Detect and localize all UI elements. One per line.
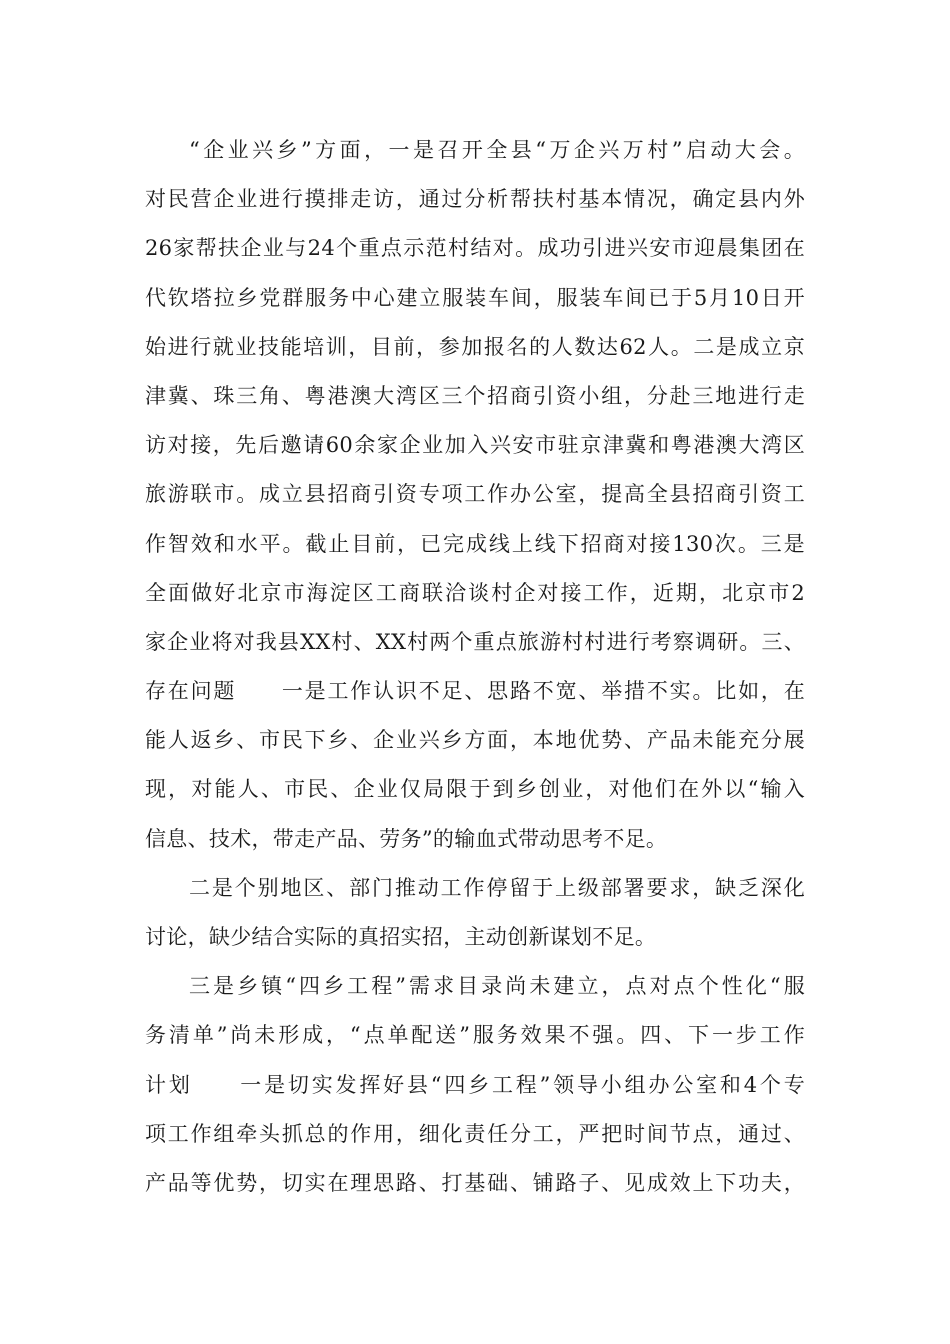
text-line: 三是乡镇“四乡工程”需求目录尚未建立，点对点个性化“服 (189, 974, 805, 999)
text-line: 产品等优势，切实在理思路、打基础、铺路子、见成效上下功夫， (145, 1170, 805, 1195)
text-line: 始进行就业技能培训，目前，参加报名的人数达62人。二是成立京 (145, 334, 805, 359)
text-line: 津冀、珠三角、粤港澳大湾区三个招商引资小组，分赴三地进行走 (145, 383, 805, 408)
text-line: 现，对能人、市民、企业仅局限于到乡创业，对他们在外以“输入 (145, 777, 805, 802)
text-line: 能人返乡、市民下乡、企业兴乡方面，本地优势、产品未能充分展 (145, 728, 805, 753)
text-line: 家企业将对我县XX村、XX村两个重点旅游村村进行考察调研。三、 (145, 629, 805, 654)
text-line: 存在问题 一是工作认识不足、思路不宽、举措不实。比如，在 (145, 679, 805, 704)
text-line: 26家帮扶企业与24个重点示范村结对。成功引进兴安市迎晨集团在 (145, 236, 805, 261)
text-line: 代钦塔拉乡党群服务中心建立服装车间，服装车间已于5月10日开 (145, 285, 805, 310)
text-line: 对民营企业进行摸排走访，通过分析帮扶村基本情况，确定县内外 (145, 187, 805, 212)
text-line: 旅游联市。成立县招商引资专项工作办公室，提高全县招商引资工 (145, 482, 805, 507)
text-line: 务清单”尚未形成，“点单配送”服务效果不强。四、下一步工作 (145, 1023, 805, 1048)
document-body (145, 126, 805, 1208)
text-line: 讨论，缺少结合实际的真招实招，主动创新谋划不足。 (145, 925, 657, 949)
text-line: 信息、技术，带走产品、劳务”的输血式带动思考不足。 (145, 826, 668, 851)
text-line: 全面做好北京市海淀区工商联洽谈村企对接工作，近期，北京市2 (145, 580, 805, 605)
text-line: 二是个别地区、部门推动工作停留于上级部署要求，缺乏深化 (189, 875, 805, 900)
text-line: 访对接，先后邀请60余家企业加入兴安市驻京津冀和粤港澳大湾区 (145, 433, 805, 458)
text-line: 项工作组牵头抓总的作用，细化责任分工，严把时间节点，通过、 (145, 1121, 805, 1146)
text-line: “企业兴乡”方面，一是召开全县“万企兴万村”启动大会。 (189, 138, 805, 162)
text-line: 计划 一是切实发挥好县“四乡工程”领导小组办公室和4个专 (145, 1072, 805, 1097)
text-line: 作智效和水平。截止目前，已完成线上线下招商对接130次。三是 (145, 531, 805, 556)
